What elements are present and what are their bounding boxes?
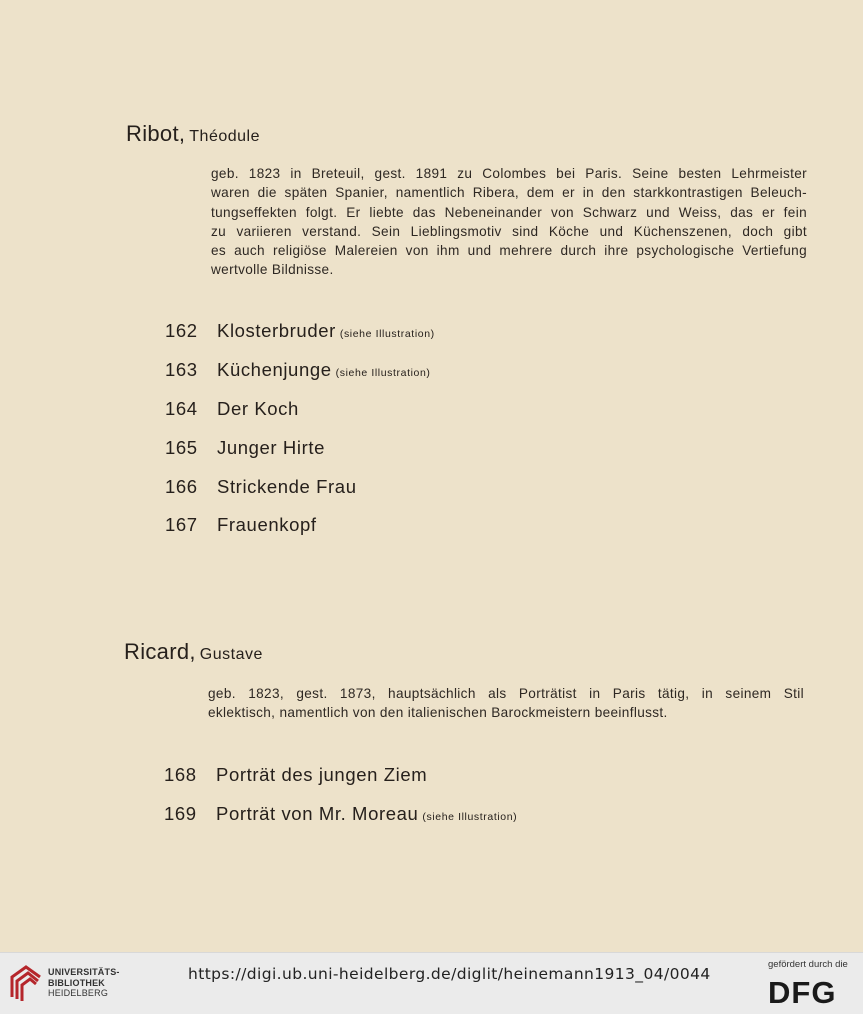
work-number: 163 <box>165 359 198 380</box>
artist-biography <box>211 164 807 280</box>
work-item <box>165 514 317 536</box>
work-note: (siehe Illustration) <box>339 328 435 340</box>
work-title: Frauenkopf <box>217 514 317 535</box>
footer-bar <box>0 952 863 1014</box>
work-item <box>164 764 427 786</box>
work-number: 168 <box>164 764 197 785</box>
dfg-logo-text: DFG <box>768 977 837 1005</box>
artist-heading-ricard <box>124 639 263 665</box>
artist-first-name: Gustave <box>199 646 263 663</box>
bio-line: zu variieren verstand. Sein Lieblingsmotiv sind Köche und Küchenszenen, doch gibt <box>211 223 807 239</box>
university-line: BIBLIOTHEK <box>48 977 105 988</box>
work-item <box>165 359 431 381</box>
work-title: Der Koch <box>217 398 299 419</box>
work-number: 162 <box>165 320 198 341</box>
university-library-logo-icon[interactable] <box>8 961 44 1005</box>
bio-line: eklektisch, namentlich von den italienischen Barockmeistern beeinflusst. <box>208 705 668 721</box>
work-item <box>165 437 325 459</box>
work-note: (siehe Illustration) <box>335 367 431 379</box>
bio-line: geb. 1823, gest. 1873, hauptsächlich als Porträtist in Paris tätig, in seinem Stil <box>208 686 804 701</box>
dfg-logo-icon[interactable] <box>768 977 852 1005</box>
permalink-url[interactable]: https://digi.ub.uni-heidelberg.de/diglit/heinemann1913_04/0044 <box>188 965 711 983</box>
work-note: (siehe Illustration) <box>422 811 518 823</box>
work-item <box>165 476 357 498</box>
work-item <box>164 803 517 825</box>
work-title: Klosterbruder <box>217 320 336 341</box>
bio-line: waren die späten Spanier, namentlich Ribera, dem er in den starkkontrastigen Beleuch- <box>211 185 807 201</box>
university-library-name[interactable] <box>48 967 120 999</box>
work-title: Küchenjunge <box>217 359 332 380</box>
university-line: UNIVERSITÄTS- <box>48 967 120 977</box>
bio-line: es auch religiöse Malereien von ihm und mehrere durch ihre psychologische Vertiefung <box>211 243 807 259</box>
bio-line: tungseffekten folgt. Er liebte das Nebeneinander von Schwarz und Weiss, das er fein <box>211 204 807 220</box>
work-item <box>165 320 435 342</box>
work-number: 169 <box>164 803 197 824</box>
work-title: Strickende Frau <box>217 476 357 497</box>
artist-surname: Ricard, <box>124 639 196 664</box>
work-number: 165 <box>165 437 198 458</box>
work-title: Junger Hirte <box>217 437 325 458</box>
bio-line: geb. 1823 in Breteuil, gest. 1891 zu Colombes bei Paris. Seine besten Lehrmeister <box>211 166 807 181</box>
work-number: 164 <box>165 398 198 419</box>
work-number: 167 <box>165 514 198 535</box>
artist-surname: Ribot, <box>126 121 186 146</box>
work-title: Porträt des jungen Ziem <box>216 764 428 785</box>
work-title: Porträt von Mr. Moreau <box>216 803 419 824</box>
bio-line: wertvolle Bildnisse. <box>211 262 334 278</box>
artist-biography <box>208 684 804 723</box>
funding-caption: gefördert durch die <box>768 959 848 970</box>
work-number: 166 <box>165 476 198 497</box>
artist-heading-ribot <box>126 121 260 147</box>
university-line: HEIDELBERG <box>48 988 109 998</box>
artist-first-name: Théodule <box>189 128 260 145</box>
work-item <box>165 398 299 420</box>
